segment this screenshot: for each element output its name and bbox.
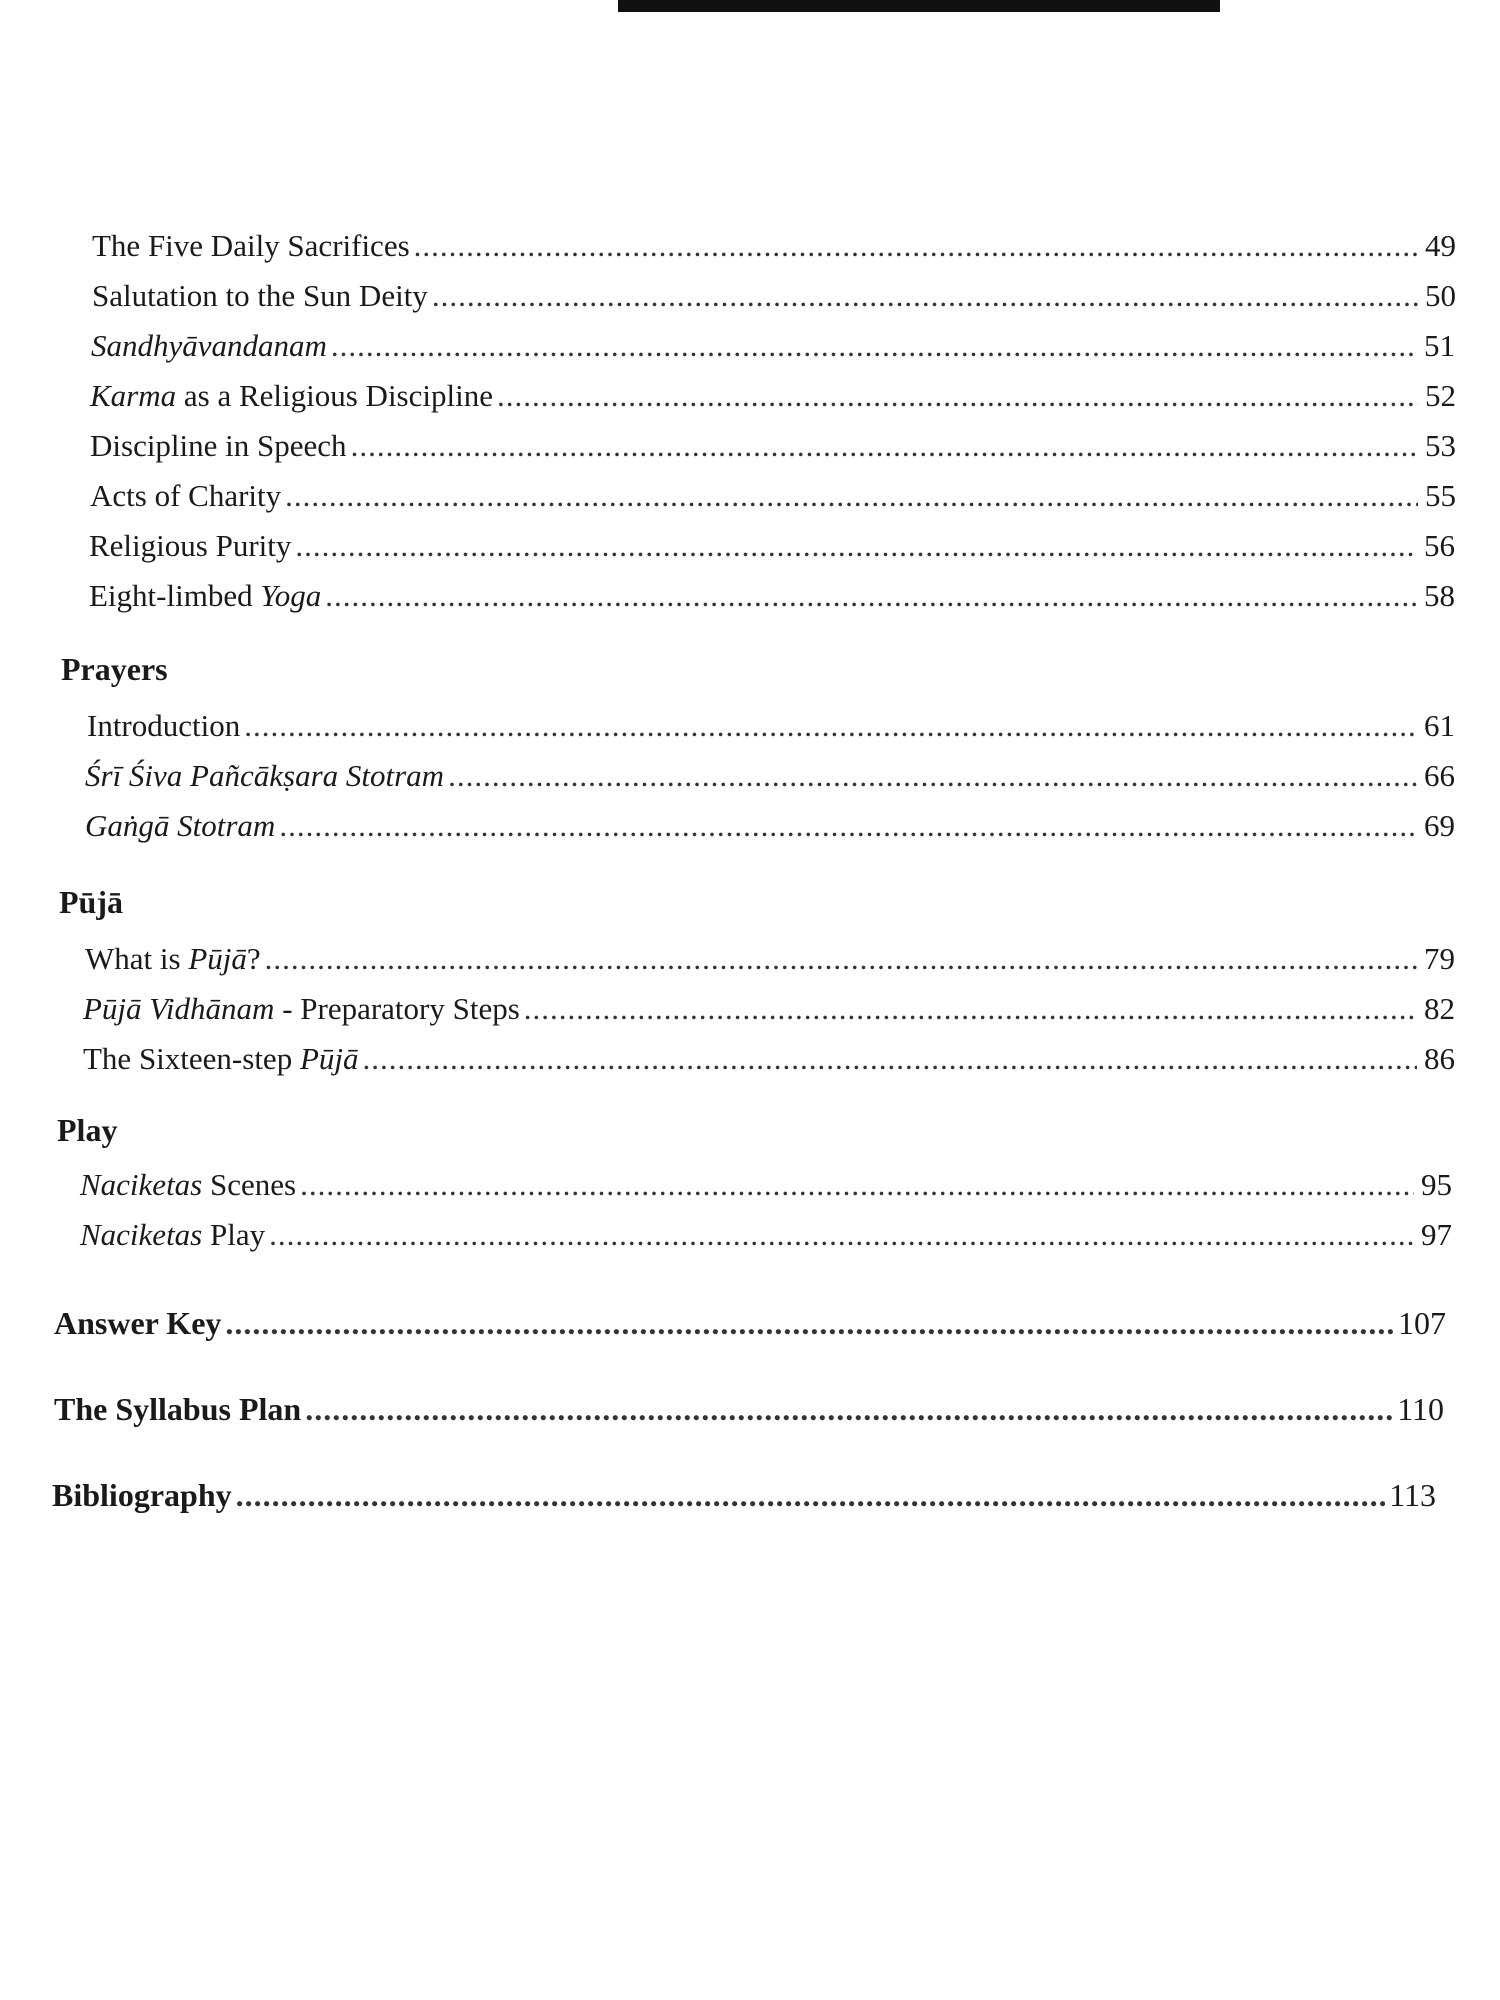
toc-entry-page: 79	[1424, 941, 1455, 976]
toc-entry-title: Acts of Charity	[90, 478, 282, 513]
toc-entry-page: 95	[1421, 1167, 1452, 1202]
toc-entry[interactable]	[80, 1215, 1452, 1255]
dot-leader	[269, 1215, 1414, 1255]
toc-entry-title: Salutation to the Sun Deity	[92, 278, 428, 313]
toc-entry-title: Gaṅgā Stotram	[85, 808, 276, 843]
toc-entry-title: Eight-limbed Yoga	[89, 578, 322, 613]
toc-entry[interactable]	[85, 939, 1455, 979]
toc-entry[interactable]	[80, 1165, 1452, 1205]
toc-entry-page: 66	[1424, 758, 1455, 793]
toc-entry-title: What is Pūjā?	[85, 941, 261, 976]
toc-entry[interactable]	[91, 326, 1455, 366]
toc-entry-page: 51	[1424, 328, 1455, 363]
toc-entry-title: The Five Daily Sacrifices	[92, 228, 410, 263]
toc-entry[interactable]	[92, 226, 1456, 266]
dot-leader	[300, 1165, 1414, 1205]
toc-entry-title: Sandhyāvandanam	[91, 328, 327, 363]
toc-entry-page: 107	[1398, 1305, 1446, 1341]
toc-entry-title: Answer Key	[54, 1305, 222, 1341]
toc-entry-page: 97	[1421, 1217, 1452, 1252]
toc-entry-title: Pūjā Vidhānam - Preparatory Steps	[83, 991, 520, 1026]
toc-entry-title: The Syllabus Plan	[54, 1391, 302, 1427]
dot-leader	[236, 1475, 1386, 1515]
toc-entry-page: 49	[1425, 228, 1456, 263]
dot-leader	[432, 276, 1418, 316]
dot-leader	[295, 526, 1417, 566]
toc-entry-syllabus-plan[interactable]	[54, 1389, 1444, 1429]
dot-leader	[279, 806, 1417, 846]
toc-entry-title: Naciketas Scenes	[80, 1167, 297, 1202]
toc-entry[interactable]	[90, 376, 1456, 416]
toc-entry-title: Śrī Śiva Pañcākṣara Stotram	[85, 758, 445, 793]
toc-entry-page: 58	[1424, 578, 1455, 613]
toc-entry-bibliography[interactable]	[52, 1475, 1436, 1515]
toc-entry-page: 113	[1389, 1477, 1436, 1513]
toc-entry[interactable]	[89, 576, 1455, 616]
toc-entry[interactable]	[83, 989, 1455, 1029]
toc-entry-page: 110	[1397, 1391, 1444, 1427]
section-heading-puja: Pūjā	[59, 884, 123, 920]
dot-leader	[305, 1389, 1393, 1429]
toc-entry-page: 52	[1425, 378, 1456, 413]
toc-entry-page: 69	[1424, 808, 1455, 843]
toc-entry[interactable]	[85, 756, 1455, 796]
dot-leader	[497, 376, 1418, 416]
toc-entry-title: Discipline in Speech	[90, 428, 347, 463]
toc-entry-title: Introduction	[87, 708, 241, 743]
toc-entry[interactable]	[90, 426, 1456, 466]
toc-entry-title: The Sixteen-step Pūjā	[83, 1041, 359, 1076]
toc-entry-page: 86	[1424, 1041, 1455, 1076]
dot-leader	[351, 426, 1418, 466]
toc-entry-page: 56	[1424, 528, 1455, 563]
toc-entry[interactable]	[87, 706, 1455, 746]
section-heading-prayers: Prayers	[61, 651, 168, 687]
toc-entry[interactable]	[83, 1039, 1455, 1079]
toc-entry-answer-key[interactable]	[54, 1303, 1446, 1343]
toc-entry-page: 61	[1424, 708, 1455, 743]
toc-entry-title: Naciketas Play	[80, 1217, 266, 1252]
scan-edge-bar	[618, 0, 1220, 12]
toc-entry[interactable]	[89, 526, 1455, 566]
toc-entry-title: Bibliography	[52, 1477, 232, 1513]
dot-leader	[363, 1039, 1417, 1079]
dot-leader	[325, 576, 1417, 616]
toc-entry-page: 55	[1425, 478, 1456, 513]
toc-entry-title: Religious Purity	[89, 528, 292, 563]
toc-entry[interactable]	[85, 806, 1455, 846]
toc-entry-title: Karma as a Religious Discipline	[90, 378, 493, 413]
section-heading-play: Play	[57, 1112, 118, 1148]
dot-leader	[225, 1303, 1394, 1343]
dot-leader	[448, 756, 1417, 796]
dot-leader	[414, 226, 1418, 266]
dot-leader	[524, 989, 1417, 1029]
toc-entry[interactable]	[92, 276, 1456, 316]
dot-leader	[244, 706, 1417, 746]
toc-entry-page: 53	[1425, 428, 1456, 463]
toc-entry-page: 50	[1425, 278, 1456, 313]
dot-leader	[285, 476, 1418, 516]
toc-entry-page: 82	[1424, 991, 1455, 1026]
toc-entry[interactable]	[90, 476, 1456, 516]
dot-leader	[265, 939, 1417, 979]
dot-leader	[331, 326, 1417, 366]
